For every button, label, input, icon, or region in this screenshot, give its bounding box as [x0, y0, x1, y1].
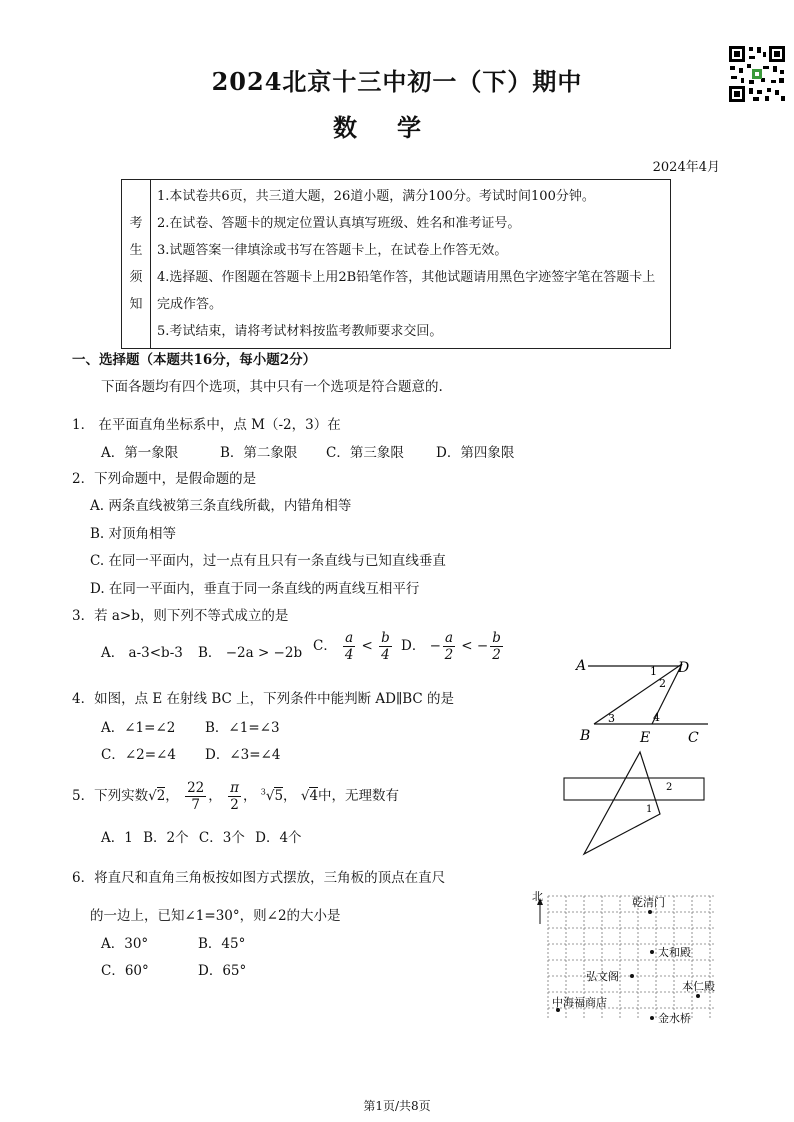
q5-stem-end: 中，无理数有	[318, 788, 400, 804]
fig-angle-2: 2	[666, 782, 673, 793]
fig-label-b: B	[580, 728, 591, 744]
fraction	[443, 630, 455, 663]
numerator: b	[381, 630, 390, 646]
q4-option-a: A．∠1=∠2	[101, 720, 176, 736]
north-label: 北	[532, 890, 543, 903]
subject-title: 数学	[333, 113, 461, 142]
denominator: 4	[344, 647, 354, 663]
map-place-jinshuiqiao: 金水桥	[658, 1012, 691, 1025]
map-place-benrendian: 本仁殿	[682, 980, 715, 993]
q3-option-c-label: C．	[313, 638, 337, 654]
notice-item: 4.选择题、作图题在答题卡上用2B铅笔作答，其他试题请用黑色字迹签字笔在答题卡上完成作答。	[157, 270, 656, 312]
q6-option-d: D．65°	[198, 963, 247, 979]
sqrt-sign: √	[148, 788, 157, 804]
radicand: 5	[274, 788, 284, 804]
fig-label-c: C	[688, 730, 699, 746]
operator: < −	[461, 638, 489, 654]
fraction	[185, 780, 206, 813]
separator: ，	[165, 788, 179, 804]
q4-option-d: D．∠3=∠4	[205, 747, 281, 763]
qr-code-icon	[727, 44, 787, 104]
notice-side-label	[122, 180, 151, 349]
denominator: 7	[191, 797, 200, 813]
numerator: a	[345, 630, 354, 646]
fig-label-a: A	[576, 658, 587, 674]
q6-stem-line1: 6．将直尺和直角三角板按如图方式摆放，三角板的顶点在直尺	[72, 870, 446, 886]
notice-item: 1.本试卷共6页，共三道大题，26道小题，满分100分。考试时间100分钟。	[157, 189, 595, 204]
radicand: 2	[156, 788, 166, 804]
fraction	[228, 780, 241, 813]
separator: ，	[283, 788, 297, 804]
q1-option-b: B．第二象限	[220, 445, 298, 461]
fig-angle-2: 2	[659, 677, 666, 690]
numerator: a	[444, 630, 453, 646]
exam-notice-table	[121, 179, 671, 349]
fig-label-d: D	[678, 660, 690, 676]
page-title: 2024北京十三中初一（下）期中	[211, 67, 583, 96]
notice-item: 3.试题答案一律填涂或书写在答题卡上，在试卷上作答无效。	[157, 243, 508, 258]
denominator: 4	[381, 647, 390, 663]
q3-option-c	[313, 630, 394, 663]
q2-option-a: A. 两条直线被第三条直线所截，内错角相等	[90, 498, 352, 514]
map-place-hongwenge: 弘文阁	[586, 970, 619, 983]
q5-stem-start: 5．下列实数	[72, 788, 149, 804]
sqrt-sign: √	[265, 788, 275, 804]
operator: <	[361, 638, 373, 654]
fig-angle-3: 3	[608, 712, 615, 725]
q2-option-c: C. 在同一平面内，过一点有且只有一条直线与已知直线垂直	[90, 553, 446, 569]
notice-item: 5.考试结束，请将考试材料按监考教师要求交回。	[157, 324, 443, 339]
radicand: 4	[309, 788, 319, 804]
q6-option-b: B．45°	[198, 936, 246, 952]
q3-option-a: A． a-3<b-3	[101, 645, 183, 661]
notice-side-char: 生	[129, 243, 143, 258]
q3-option-b: B． −2a > −2b	[198, 645, 303, 661]
denominator: 2	[444, 647, 454, 663]
numerator: π	[230, 780, 239, 796]
denominator: 2	[492, 647, 501, 663]
notice-side-char: 考	[129, 216, 143, 231]
denominator: 2	[230, 797, 239, 813]
notice-side-char: 须	[129, 270, 143, 285]
q1-option-a: A．第一象限	[101, 445, 179, 461]
q6-option-a: A．30°	[101, 936, 149, 952]
separator: ，	[208, 788, 222, 804]
notice-item: 2.在试卷、答题卡的规定位置认真填写班级、姓名和准考证号。	[157, 216, 521, 231]
q4-figure	[570, 652, 720, 748]
fraction	[379, 630, 392, 663]
palace-grid-map	[528, 888, 722, 1026]
q6-stem-line2: 的一边上，已知∠1=30°，则∠2的大小是	[90, 908, 341, 924]
notice-items	[151, 180, 671, 349]
q5-stem	[72, 780, 399, 813]
page-footer: 第1页/共8页	[363, 1099, 431, 1113]
q4-stem: 4．如图，点 E 在射线 BC 上，下列条件中能判断 AD∥BC 的是	[72, 691, 455, 707]
fig-label-e: E	[640, 730, 651, 746]
map-place-qianqingmen: 乾清门	[632, 896, 665, 909]
numerator: 22	[187, 780, 205, 796]
numerator: b	[492, 630, 501, 646]
q6-option-c: C．60°	[101, 963, 149, 979]
q1-stem: 1． 在平面直角坐标系中，点 M（-2，3）在	[72, 417, 341, 433]
q2-option-b: B. 对顶角相等	[90, 526, 177, 542]
fig-angle-1: 1	[646, 804, 653, 815]
fraction	[490, 630, 503, 663]
fig-angle-1: 1	[650, 665, 657, 678]
cbrt-index: 3	[260, 787, 266, 797]
map-place-zhonghai: 中海福商店	[552, 996, 607, 1009]
q2-stem: 2．下列命题中，是假命题的是	[72, 471, 257, 487]
section-intro: 下面各题均有四个选项，其中只有一个选项是符合题意的.	[101, 379, 443, 395]
q3-option-d-label: D．	[401, 638, 426, 654]
separator: ，	[242, 788, 257, 804]
q1-option-c: C．第三象限	[326, 445, 404, 461]
map-place-taihedian: 太和殿	[658, 946, 691, 959]
q3-stem: 3．若 a>b，则下列不等式成立的是	[72, 608, 289, 624]
q2-option-d: D. 在同一平面内，垂直于同一条直线的两直线互相平行	[90, 581, 420, 597]
fig-angle-4: 4	[653, 711, 660, 724]
exam-date: 2024年4月	[652, 160, 720, 175]
q6-figure	[560, 750, 710, 858]
q5-options: A．1 B．2个 C．3个 D．4个	[101, 830, 302, 846]
q1-option-d: D．第四象限	[436, 445, 515, 461]
q3-option-d	[401, 630, 505, 663]
q4-option-b: B．∠1=∠3	[205, 720, 280, 736]
q4-option-c: C．∠2=∠4	[101, 747, 176, 763]
notice-side-char: 知	[129, 297, 143, 312]
section-heading: 一、选择题（本题共16分，每小题2分）	[72, 352, 317, 368]
minus-sign: −	[429, 638, 441, 654]
fraction	[343, 630, 355, 663]
sqrt-sign: √	[300, 788, 310, 804]
